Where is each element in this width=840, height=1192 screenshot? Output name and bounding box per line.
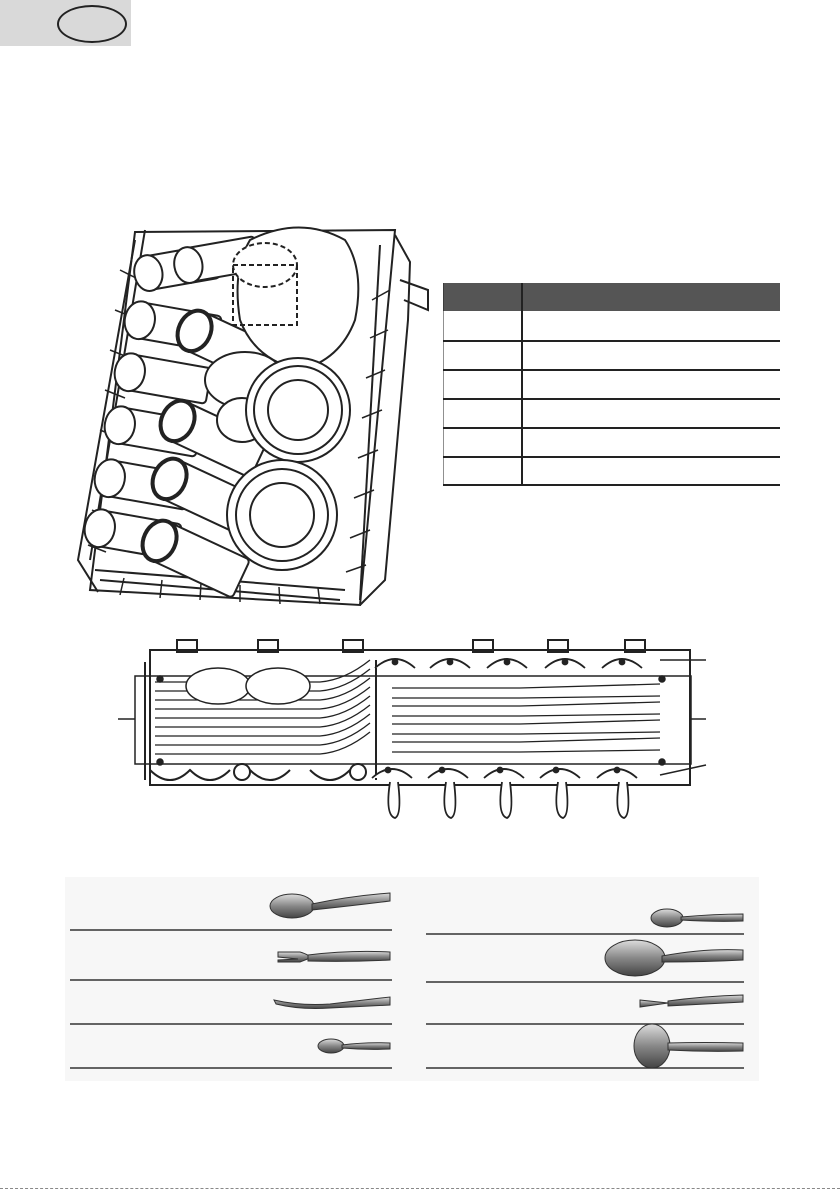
knives	[392, 684, 660, 752]
tray-clips-top	[375, 659, 642, 668]
page-footer-line	[0, 1188, 840, 1189]
spoon-bowl	[186, 668, 250, 704]
cutlery-guide	[65, 877, 759, 1081]
tray-clips-bottom	[372, 768, 637, 819]
spoon-bowl	[246, 668, 310, 704]
